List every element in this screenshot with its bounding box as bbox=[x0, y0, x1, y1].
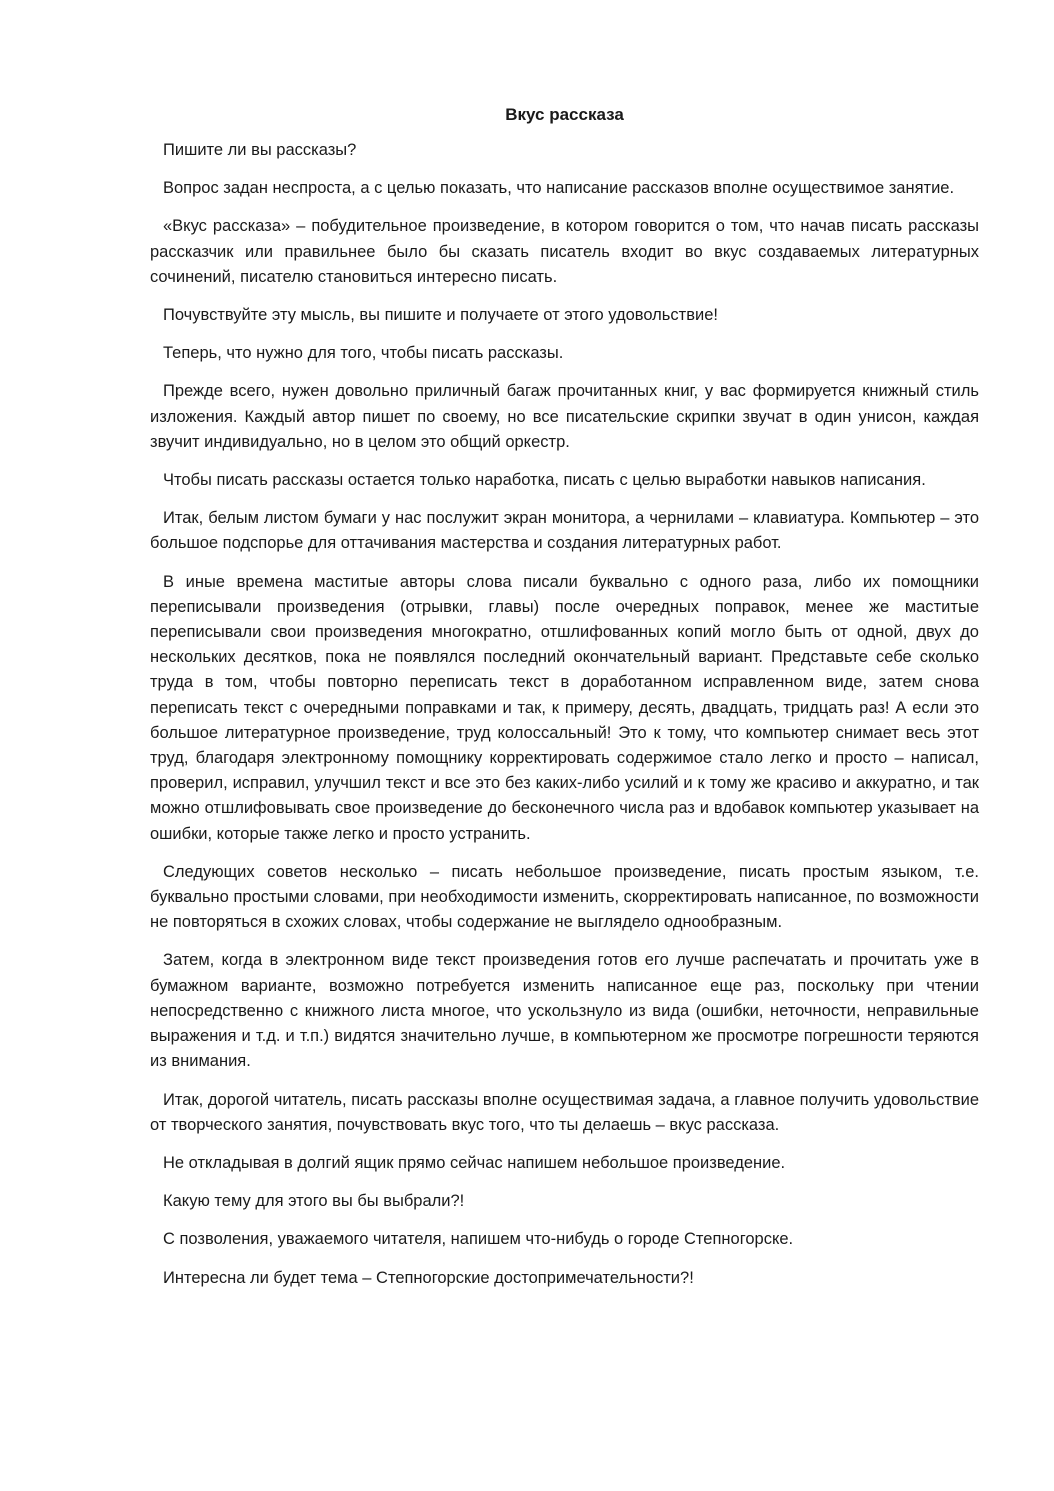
paragraph: Следующих советов несколько – писать небольшое произведение, писать простым языком, т.е. буквально простыми словами, при необходимости изменить, скорректировать написанное, по возможности не повторяться в схожих словах, чтобы содержание не выглядело однообразным. bbox=[150, 862, 979, 932]
paragraph: В иные времена маститые авторы слова писали буквально с одного раза, либо их помощники переписывали произведения (отрывки, главы) после очередных поправок, менее же маститые переписывали свои произведения многократно, отшлифованных копий могло быть от одной, двух до нескольких десятков, пока не появлялся последний окончательный вариант. Представьте себе сколько труда в том, чтобы повторно переписать текст в доработанном исправленном виде, затем снова переписать текст с очередными поправками и так, к примеру, десять, двадцать, тридцать раз! А если это большое литературное произведение, труд колоссальный! Это к тому, что компьютер снимает весь этот труд, благодаря электронному помощнику корректировать содержимое стало легко и просто – написал, проверил, исправил, улучшил текст и все это без каких-либо усилий и к тому же красиво и аккуратно, и так можно отшлифовывать свое произведение до бесконечного числа раз и вдобавок компьютер указывает на ошибки, которые также легко и просто устранить. bbox=[150, 572, 979, 843]
paragraph: Чтобы писать рассказы остается только наработка, писать с целью выработки навыков написания. bbox=[163, 471, 926, 490]
document-body bbox=[150, 102, 979, 1304]
paragraph: Почувствуйте эту мысль, вы пишите и получаете от этого удовольствие! bbox=[163, 306, 718, 325]
paragraph: Итак, дорогой читатель, писать рассказы вполне осуществимая задача, а главное получить удовольствие от творческого занятия, почувствовать вкус того, что ты делаешь – вкус рассказа. bbox=[150, 1090, 979, 1134]
paragraph: Пишите ли вы рассказы? bbox=[163, 141, 357, 159]
paragraph: Итак, белым листом бумаги у нас послужит экран монитора, а чернилами – клавиатура. Компьютер – это большое подспорье для оттачивания мастерства и создания литературных работ. bbox=[150, 509, 979, 553]
paragraph: Затем, когда в электронном виде текст произведения готов его лучше распечатать и прочитать уже в бумажном варианте, возможно потребуется изменить написанное еще раз, поскольку при чтении непосредственно с книжного листа многое, что ускользнуло из вида (ошибки, неточности, неправильные выражения и т.д. и т.п.) видятся значительно лучше, в компьютерном же просмотре погрешности теряются из внимания. bbox=[150, 951, 979, 1071]
document-title: Вкус рассказа bbox=[505, 105, 624, 124]
paragraph: Теперь, что нужно для того, чтобы писать рассказы. bbox=[163, 344, 564, 363]
paragraph: Прежде всего, нужен довольно приличный багаж прочитанных книг, у вас формируется книжный стиль изложения. Каждый автор пишет по своему, но все писательские скрипки звучат в один унисон, каждая звучит индивидуально, но в целом это общий оркестр. bbox=[150, 382, 979, 451]
paragraph: Интересна ли будет тема – Степногорские достопримечательности?! bbox=[163, 1268, 694, 1287]
paragraph: С позволения, уважаемого читателя, напишем что-нибудь о городе Степногорске. bbox=[163, 1230, 794, 1249]
paragraph: Не откладывая в долгий ящик прямо сейчас напишем небольшое произведение. bbox=[163, 1153, 786, 1172]
paragraph: «Вкус рассказа» – побудительное произведение, в котором говорится о том, что начав писать рассказы рассказчик или правильнее было бы сказать писатель входит во вкус создаваемых литературных сочинений, писателю становиться интересно писать. bbox=[150, 217, 979, 286]
paragraph: Вопрос задан неспроста, а с целью показать, что написание рассказов вполне осуществимое занятие. bbox=[163, 179, 955, 198]
paragraph: Какую тему для этого вы бы выбрали?! bbox=[163, 1192, 465, 1211]
